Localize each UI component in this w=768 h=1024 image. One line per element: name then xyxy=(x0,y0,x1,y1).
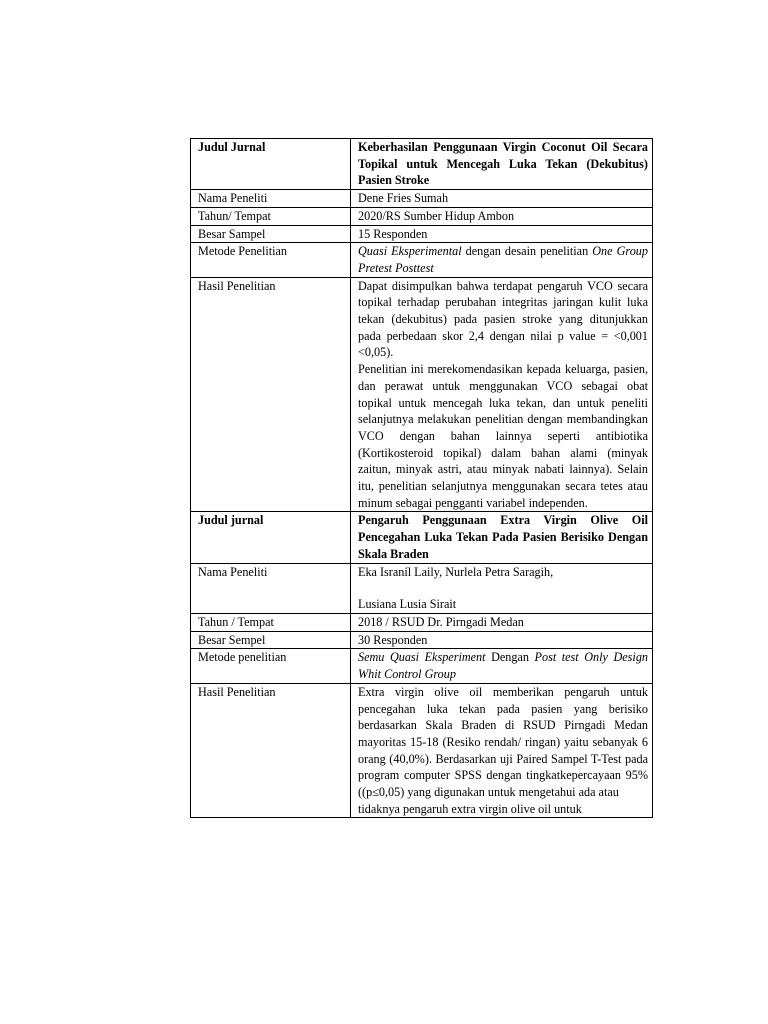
journal-1-method-row xyxy=(191,243,653,277)
journal-2-year-place-label: Tahun / Tempat xyxy=(191,613,351,631)
journal-2-result-label: Hasil Penelitian xyxy=(191,683,351,817)
journal-1-result xyxy=(351,277,653,512)
journal-2-method-design: Semu Quasi Eksperiment xyxy=(358,650,486,665)
journal-2-researcher-label: Nama Peneliti xyxy=(191,563,351,613)
journal-1-method-approach: One Group Pretest Posttest xyxy=(358,244,648,275)
journal-1-method-design: Quasi Eksperimental xyxy=(358,244,462,259)
journal-1-result-label: Hasil Penelitian xyxy=(191,277,351,512)
journal-1-year-place-label: Tahun/ Tempat xyxy=(191,207,351,225)
journal-2-sample: 30 Responden xyxy=(351,631,653,649)
journal-2-title-label: Judul jurnal xyxy=(191,512,351,563)
journal-1-researcher-row xyxy=(191,190,653,208)
journal-1-sample-row xyxy=(191,225,653,243)
journal-2-year-place-row xyxy=(191,613,653,631)
journal-2-sample-row xyxy=(191,631,653,649)
journal-1-method-label: Metode Penelitian xyxy=(191,243,351,277)
journal-2-result xyxy=(351,683,653,817)
journal-2-method-approach: Post test Only Design Whit Control Group xyxy=(358,650,649,682)
journal-1-title: Keberhasilan Penggunaan Virgin Coconut Oil Secara Topikal untuk Mencegah Luka Tekan (Dekubitus) Pasien Stroke xyxy=(351,139,653,190)
journal-2-researcher xyxy=(351,563,653,613)
journal-1-result-recommendation: Penelitian ini merekomendasikan kepada keluarga, pasien, dan perawat untuk menggunakan VCO sebagai obat topikal untuk mencegah luka tekan, dan untuk peneliti selanjutnya melakukan penelitian dengan membandingkan VCO dengan bahan lainnya seperti antibiotika (Kortikosteroid topikal) dalam bahan alami (minyak zaitun, minyak astri, atau minyak nabati lainnya). Selain itu, penelitian selanjutnya menggunakan secara tetes atau minum sebagai pengganti variabel independen. xyxy=(358,362,648,510)
journal-2-researcher-line-1: Eka Israníl Laily, Nurlela Petra Saragih, xyxy=(358,564,554,579)
journal-1-result-row xyxy=(191,277,653,512)
journal-review-table xyxy=(190,138,653,818)
journal-2-method-label: Metode penelitian xyxy=(191,649,351,683)
journal-2-method-connector: Dengan xyxy=(485,650,535,665)
journal-1-researcher-label: Nama Peneliti xyxy=(191,190,351,208)
journal-1-method xyxy=(351,243,653,277)
journal-2-result-text: Extra virgin olive oil memberikan pengaruh untuk pencegahan luka tekan pada pasien yang berisiko berdasarkan Skala Braden di RSUD Pirngadi Medan mayoritas 15-18 (Resiko rendah/ ringan) yaitu sebanyak 6 orang (40,0%). Berdasarkan uji Paired Sampel T-Test pada program computer SPSS dengan tingkatkepercayaan 95% ((p≤0,05) yang digunakan untuk mengetahui ada atau xyxy=(358,684,648,800)
journal-2-method xyxy=(351,649,653,683)
journal-1-researcher: Dene Fries Sumah xyxy=(351,190,653,208)
journal-1-year-place: 2020/RS Sumber Hidup Ambon xyxy=(351,207,653,225)
journal-1-title-row xyxy=(191,139,653,190)
journal-2-title: Pengaruh Penggunaan Extra Virgin Olive Oil Pencegahan Luka Tekan Pada Pasien Berisiko Dengan Skala Braden xyxy=(351,512,653,563)
journal-2-sample-label: Besar Sempel xyxy=(191,631,351,649)
journal-1-year-place-row xyxy=(191,207,653,225)
journal-2-researcher-line-2: Lusiana Lusia Sirait xyxy=(358,597,457,612)
journal-1-sample: 15 Responden xyxy=(351,225,653,243)
journal-1-method-connector: dengan desain penelitian xyxy=(461,244,593,259)
journal-2-result-cut-line: tidaknya pengaruh extra virgin olive oil untuk xyxy=(358,801,582,816)
journal-1-result-conclusion: Dapat disimpulkan bahwa terdapat pengaruh VCO secara topikal terhadap perubahan integritas jaringan kulit luka tekan (dekubitus) pada pasien stroke yang ditunjukkan pada perbedaan skor 2,4 dengan nilai p value = <0,001 <0,05). xyxy=(358,278,648,360)
journal-2-method-row xyxy=(191,649,653,683)
journal-1-sample-label: Besar Sampel xyxy=(191,225,351,243)
journal-2-researcher-gap xyxy=(358,580,648,596)
journal-2-year-place: 2018 / RSUD Dr. Pirngadi Medan xyxy=(351,613,653,631)
journal-2-result-row xyxy=(191,683,653,817)
journal-2-title-row xyxy=(191,512,653,563)
journal-1-title-label: Judul Jurnal xyxy=(191,139,351,190)
journal-2-researcher-row xyxy=(191,563,653,613)
